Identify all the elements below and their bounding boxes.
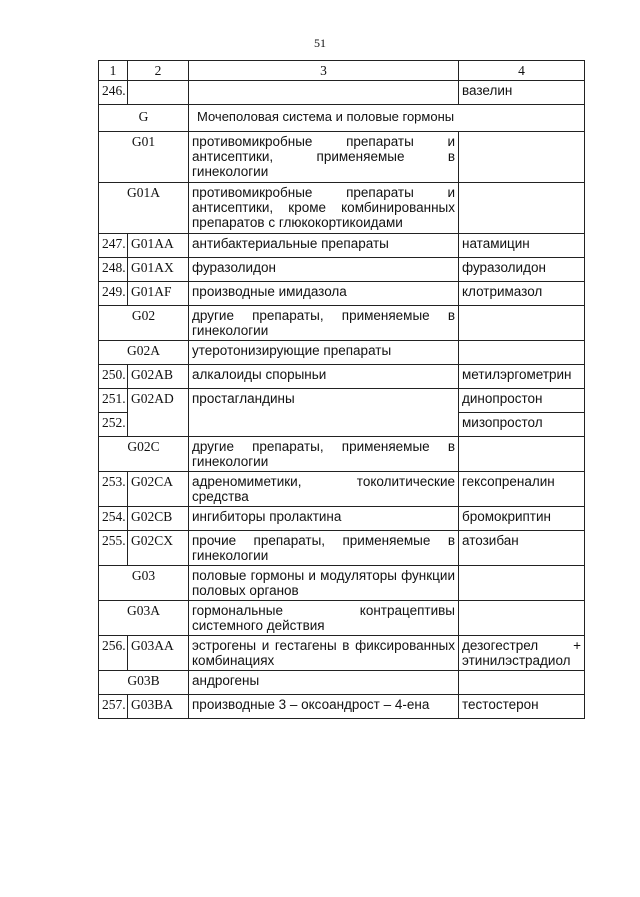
row-number: 248. [99,258,128,282]
table-row-group [99,183,585,234]
row-drug: мизопростол [459,413,585,437]
row-drug: фуразолидон [459,258,585,282]
row-description: прочие препараты, применяемые в гинекологии [189,531,459,566]
table-row-group [99,671,585,695]
row-code: G02 [99,306,189,341]
row-description [189,81,459,105]
row-drug [459,183,585,234]
row-description: противомикробные препараты и антисептики, применяемые в гинекологии [189,132,459,183]
row-description: Мочеполовая система и половые гормоны [189,105,585,132]
row-description: производные 3 – оксоандрост – 4-ена [189,695,459,719]
row-code: G01A [99,183,189,234]
header-col-1: 1 [99,61,128,81]
row-description: половые гормоны и модуляторы функции половых органов [189,566,459,601]
drug-table [98,60,585,719]
row-description: производные имидазола [189,282,459,306]
table-row [99,234,585,258]
row-number: 247. [99,234,128,258]
row-description: адреномиметики, токолитические средства [189,472,459,507]
row-number: 257. [99,695,128,719]
row-drug: динопростон [459,389,585,413]
row-description: другие препараты, применяемые в гинекологии [189,437,459,472]
table-row-group [99,566,585,601]
row-code: G03 [99,566,189,601]
row-description: противомикробные препараты и антисептики, кроме комбинированных препаратов с глюкокортикоидами [189,183,459,234]
row-drug: клотримазол [459,282,585,306]
row-code: G02AD [128,389,189,437]
row-code: G02CB [128,507,189,531]
row-number: 246. [99,81,128,105]
header-col-3: 3 [189,61,459,81]
row-number: 252. [99,413,128,437]
row-drug [459,341,585,365]
row-description: утеротонизирующие препараты [189,341,459,365]
header-col-2: 2 [128,61,189,81]
row-code: G03AA [128,636,189,671]
row-number: 253. [99,472,128,507]
row-code: G02A [99,341,189,365]
row-code: G03A [99,601,189,636]
row-description: ингибиторы пролактина [189,507,459,531]
row-drug: атозибан [459,531,585,566]
row-number: 249. [99,282,128,306]
row-description: эстрогены и гестагены в фиксированных комбинациях [189,636,459,671]
row-number: 251. [99,389,128,413]
row-code: G01 [99,132,189,183]
row-code: G02CA [128,472,189,507]
row-code: G01AF [128,282,189,306]
row-code: G02AB [128,365,189,389]
row-drug [459,306,585,341]
row-drug: натамицин [459,234,585,258]
row-drug [459,437,585,472]
row-code: G02C [99,437,189,472]
row-description: простагландины [189,389,459,437]
row-drug [459,132,585,183]
row-code: G03BA [128,695,189,719]
table-row-group [99,306,585,341]
table-header-row [99,61,585,81]
row-number: 255. [99,531,128,566]
row-drug [459,601,585,636]
header-col-4: 4 [459,61,585,81]
row-drug: вазелин [459,81,585,105]
table-row [99,365,585,389]
table-row-group [99,341,585,365]
table-row [99,531,585,566]
table-row [99,695,585,719]
row-code: G03B [99,671,189,695]
row-description: другие препараты, применяемые в гинекологии [189,306,459,341]
table-row [99,472,585,507]
row-code: G02CX [128,531,189,566]
row-code: G01AA [128,234,189,258]
row-description: андрогены [189,671,459,695]
table-row [99,636,585,671]
row-drug: тестостерон [459,695,585,719]
table-row [99,389,585,413]
table-row-group [99,601,585,636]
table-row [99,507,585,531]
row-description: гормональные контрацептивы системного действия [189,601,459,636]
table-row-group [99,132,585,183]
row-drug: бромокриптин [459,507,585,531]
row-description: антибактериальные препараты [189,234,459,258]
table-row [99,258,585,282]
row-code [128,81,189,105]
row-drug: дезогестрел + этинилэстрадиол [459,636,585,671]
row-code: G01AX [128,258,189,282]
table-row [99,81,585,105]
row-drug [459,566,585,601]
row-number: 250. [99,365,128,389]
row-code: G [99,105,189,132]
table-row-group [99,437,585,472]
table-row-group [99,105,585,132]
page-number: 51 [314,36,326,50]
table-row [99,282,585,306]
row-description: фуразолидон [189,258,459,282]
row-drug: метилэргометрин [459,365,585,389]
row-description: алкалоиды спорыньи [189,365,459,389]
row-number: 254. [99,507,128,531]
row-drug: гексопреналин [459,472,585,507]
row-drug [459,671,585,695]
row-number: 256. [99,636,128,671]
